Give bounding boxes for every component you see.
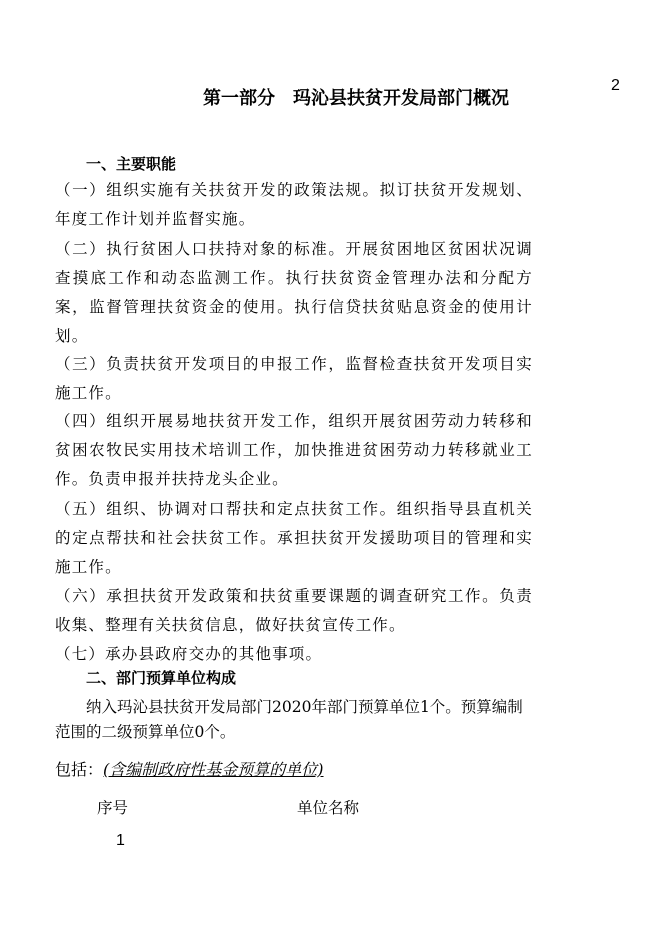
function-item-5: （五）组织、协调对口帮扶和定点扶贫工作。组织指导县直机关的定点帮扶和社会扶贫工作。承担扶贫开发援助项目的管理和实施工作。 <box>55 500 533 576</box>
table-row-num: 1 <box>116 832 125 849</box>
include-note: (含编制政府性基金预算的单位) <box>103 760 324 779</box>
function-item-7: （七）承办县政府交办的其他事项。 <box>55 645 323 663</box>
include-label: 包括： <box>55 760 104 779</box>
function-item-4: （四）组织开展易地扶贫开发工作，组织开展贫困劳动力转移和贫困农牧民实用技术培训工作，加快推进贫困劳动力转移就业工作。负责申报并扶持龙头企业。 <box>55 412 533 488</box>
function-item-6: （六）承担扶贫开发政策和扶贫重要课题的调查研究工作。负责收集、整理有关扶贫信息，做好扶贫宣传工作。 <box>55 587 533 634</box>
budget-units-paragraph: 纳入玛沁县扶贫开发局部门2020年部门预算单位1个。预算编制范围的二级预算单位0个。 <box>55 698 523 741</box>
page-title: 第一部分 玛沁县扶贫开发局部门概况 <box>203 88 509 109</box>
include-line <box>55 757 324 780</box>
page-number: 2 <box>611 77 620 94</box>
function-item-2: （二）执行贫困人口扶持对象的标准。开展贫困地区贫困状况调查摸底工作和动态监测工作。执行扶贫资金管理办法和分配方案，监督管理扶贫资金的使用。执行信贷扶贫贴息资金的使用计划。 <box>55 240 533 345</box>
table-header-seq: 序号 <box>97 799 129 817</box>
function-item-3: （三）负责扶贫开发项目的申报工作，监督检查扶贫开发项目实施工作。 <box>55 355 533 402</box>
section-heading-budget-units: 二、部门预算单位构成 <box>86 669 237 687</box>
function-item-1: （一）组织实施有关扶贫开发的政策法规。拟订扶贫开发规划、年度工作计划并监督实施。 <box>55 181 533 228</box>
section-heading-main-functions: 一、主要职能 <box>86 155 177 173</box>
table-header-unit-name: 单位名称 <box>297 799 360 817</box>
